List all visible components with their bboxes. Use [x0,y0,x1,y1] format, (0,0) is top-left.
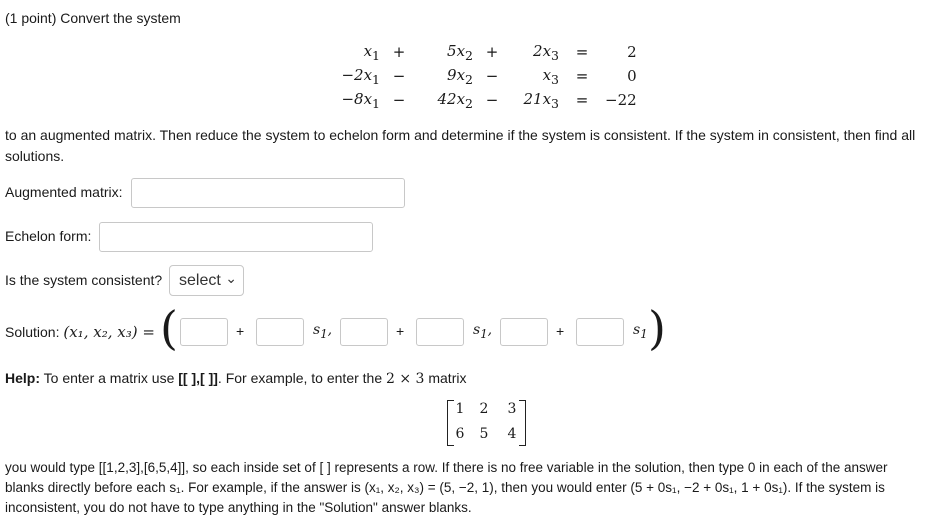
solution-x3-coefficient-input[interactable] [576,318,624,346]
help-code: [[ ],[ ]] [178,370,218,386]
equation-row: $-2x_1$ − $9x_2$ − $x_3$ = 0 [341,65,637,87]
consistent-select-value: select [179,272,221,289]
plus-sign: + [396,323,405,339]
solution-x2-coefficient-input[interactable] [416,318,464,346]
solution-x1-constant-input[interactable] [180,318,228,346]
chevron-down-icon: ⌄ [225,270,237,286]
matrix-cell: 4 [507,426,517,442]
instructions: to an augmented matrix. Then reduce the system to echelon form and determine if the system is consistent. If the system in consistent, then find all solutions. [5,127,916,164]
help-paragraph: you would type [[1,2,3],[6,5,4]], so each inside set of [ ] represents a row. If there is no free variable in the solution, then type 0 in each of the answer blanks directly before each s₁. For example, if the answer is (x₁, x₂, x₃) = (5, −2, 1), then you would enter (5 + 0s₁, −2 + 0s₁, 1 + 0s₁). If the system is inconsistent, you do not have to type anything in the "Solution" answer blanks. [5,460,888,515]
matrix-cell: 2 [479,401,489,417]
equation-system [330,40,637,112]
solution-x1-coefficient-input[interactable] [256,318,304,346]
consistent-select[interactable] [169,265,244,296]
help-line: Help: To enter a matrix use [[ ],[ ]]. For example, to enter the 2 × 3 matrix [5,370,467,387]
solution-x2-constant-input[interactable] [340,318,388,346]
solution-label: Solution: (x₁, x₂, x₃) = [5,323,155,341]
help-dims: 2 × 3 [386,371,425,387]
problem-intro: (1 point) Convert the system [5,10,181,26]
plus-sign: + [236,323,245,339]
consistent-label: Is the system consistent? [5,272,163,288]
matrix-cell: 6 [455,426,465,442]
augmented-label: Augmented matrix: [5,184,123,200]
matrix-cell: 3 [507,401,517,417]
s1-label: $s_1$ [633,322,648,341]
right-bracket [519,400,526,446]
equation-row: $x_1$ + $5x_2$ + $2x_3$ = 2 [363,41,637,63]
solution-tuple: (x₁, x₂, x₃) = [63,323,155,341]
s1-label: $s_1$, [313,322,333,341]
plus-sign: + [556,323,565,339]
help-label: Help: [5,370,40,386]
matrix-cell: 5 [479,426,489,442]
echelon-label: Echelon form: [5,228,92,244]
solution-x3-constant-input[interactable] [500,318,548,346]
right-paren: ) [648,301,666,355]
s1-label: $s_1$, [473,322,493,341]
equation-row: $-8x_1$ − $42x_2$ − $21x_3$ = −22 [341,89,637,111]
matrix-cell: 1 [455,401,465,417]
augmented-matrix-input[interactable] [131,178,405,208]
left-paren: ( [160,301,178,355]
echelon-form-input[interactable] [99,222,373,252]
